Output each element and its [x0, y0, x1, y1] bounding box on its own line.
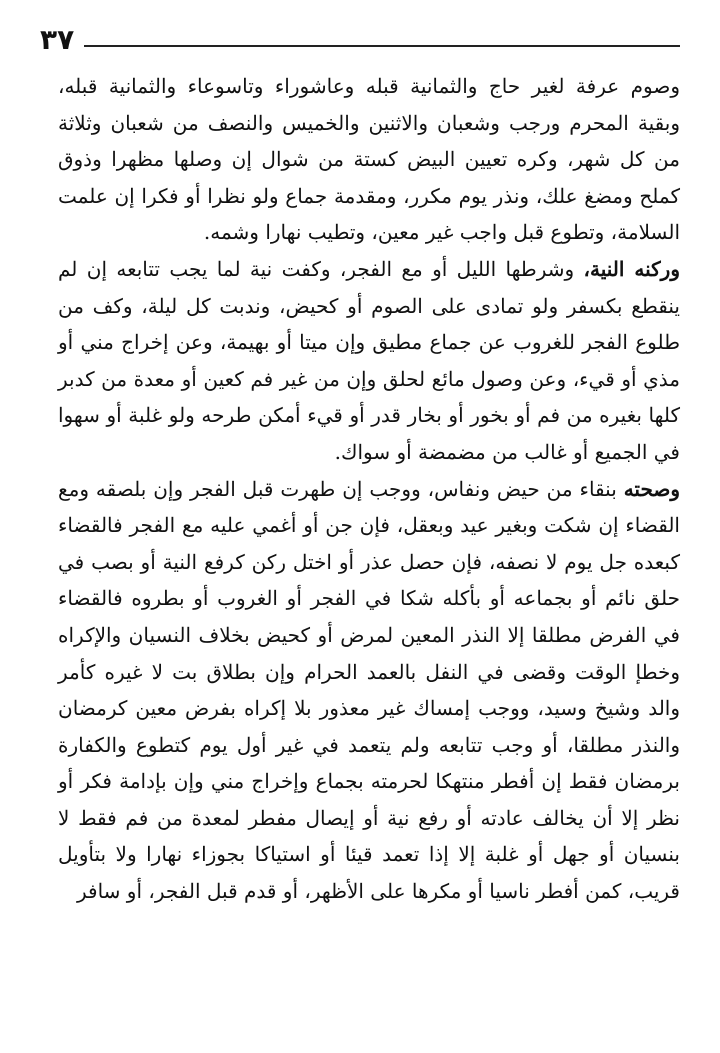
paragraph-text: وشرطها الليل أو مع الفجر، وكفت نية لما يجب تتابعه إن لم ينقطع بكسفر ولو تمادى على الصوم أو كحيض، وندبت كل ليلة، وكف من طلوع الفجر للغروب عن جماع مطيق وإن ميتا أو بهيمة، وعن إخراج مني أو مذي أو قيء، وعن وصول مائع لحلق وإن من غير فم كعين أو معدة من كدبر كلها بغيره من فم أو بخور أو بخار قدر أو قيء أمكن طرحه ولو غلبة أو سهوا في الجميع أو غالب من مضمضة أو سواك.: [58, 256, 680, 464]
paragraph-pillar-intention: [58, 251, 680, 471]
paragraph-term: وركنه النية،: [583, 256, 681, 281]
paragraph-validity: [58, 471, 680, 910]
paragraph-fasting-recommended: [58, 68, 680, 251]
paragraph-text: وصوم عرفة لغير حاج والثمانية قبله وعاشوراء وتاسوعاء والثمانية قبله، وبقية المحرم ورجب وشعبان والاثنين والخميس والنصف من شعبان وثلاثة من كل شهر، وكره تعيين البيض كستة من شوال إن وصلها مظهرا وذوق كملح ومضغ علك، ونذر يوم مكرر، ومقدمة جماع ولو نظرا أو فكرا إن علمت السلامة، وتطوع قبل واجب غير معين، وتطيب نهارا وشمه.: [58, 74, 680, 245]
paragraph-term: وصحته: [623, 476, 680, 501]
page-body: [58, 68, 680, 910]
paragraph-text: بنقاء من حيض ونفاس، ووجب إن طهرت قبل الفجر وإن بلصقه ومع القضاء إن شكت وبغير عيد وبعقل، فإن جن أو أغمي عليه مع الفجر فالقضاء كبعده جل يوم لا نصفه، فإن حصل عذر أو اختل ركن كرفع النية أو بصب في حلق نائم أو بجماعه أو بأكله شكا في الفجر أو الغروب أو بطروه فالقضاء في الفرض مطلقا إلا النذر المعين لمرض أو كحيض بخلاف النسيان والإكراه وخطإ الوقت وقضى في النفل بالعمد الحرام وإن بطلاق بت لا غيره كأمر والد وشيخ وسيد، ووجب إمساك غير معذور بلا إكراه بفرض معين كرمضان والنذر مطلقا، أو وجب تتابعه ولم يتعمد في غير أول يوم كتطوع والكفارة برمضان فقط إن أفطر منتهكا لحرمته بجماع وإخراج مني وإن بإدامة فكر أو نظر إلا أن يخالف عادته أو رفع نية أو إيصال مفطر لمعدة من فم فقط لا بنسيان أو جهل أو غلبة إلا إذا تعمد قيئا أو استياكا بجوزاء نهارا ولا بتأويل قريب، كمن أفطر ناسيا أو مكرها على الأظهر، أو قدم قبل الفجر، أو سافر: [58, 476, 681, 904]
page-header: [40, 22, 680, 56]
header-rule: [84, 45, 680, 47]
page-number: ٣٧: [40, 23, 75, 56]
